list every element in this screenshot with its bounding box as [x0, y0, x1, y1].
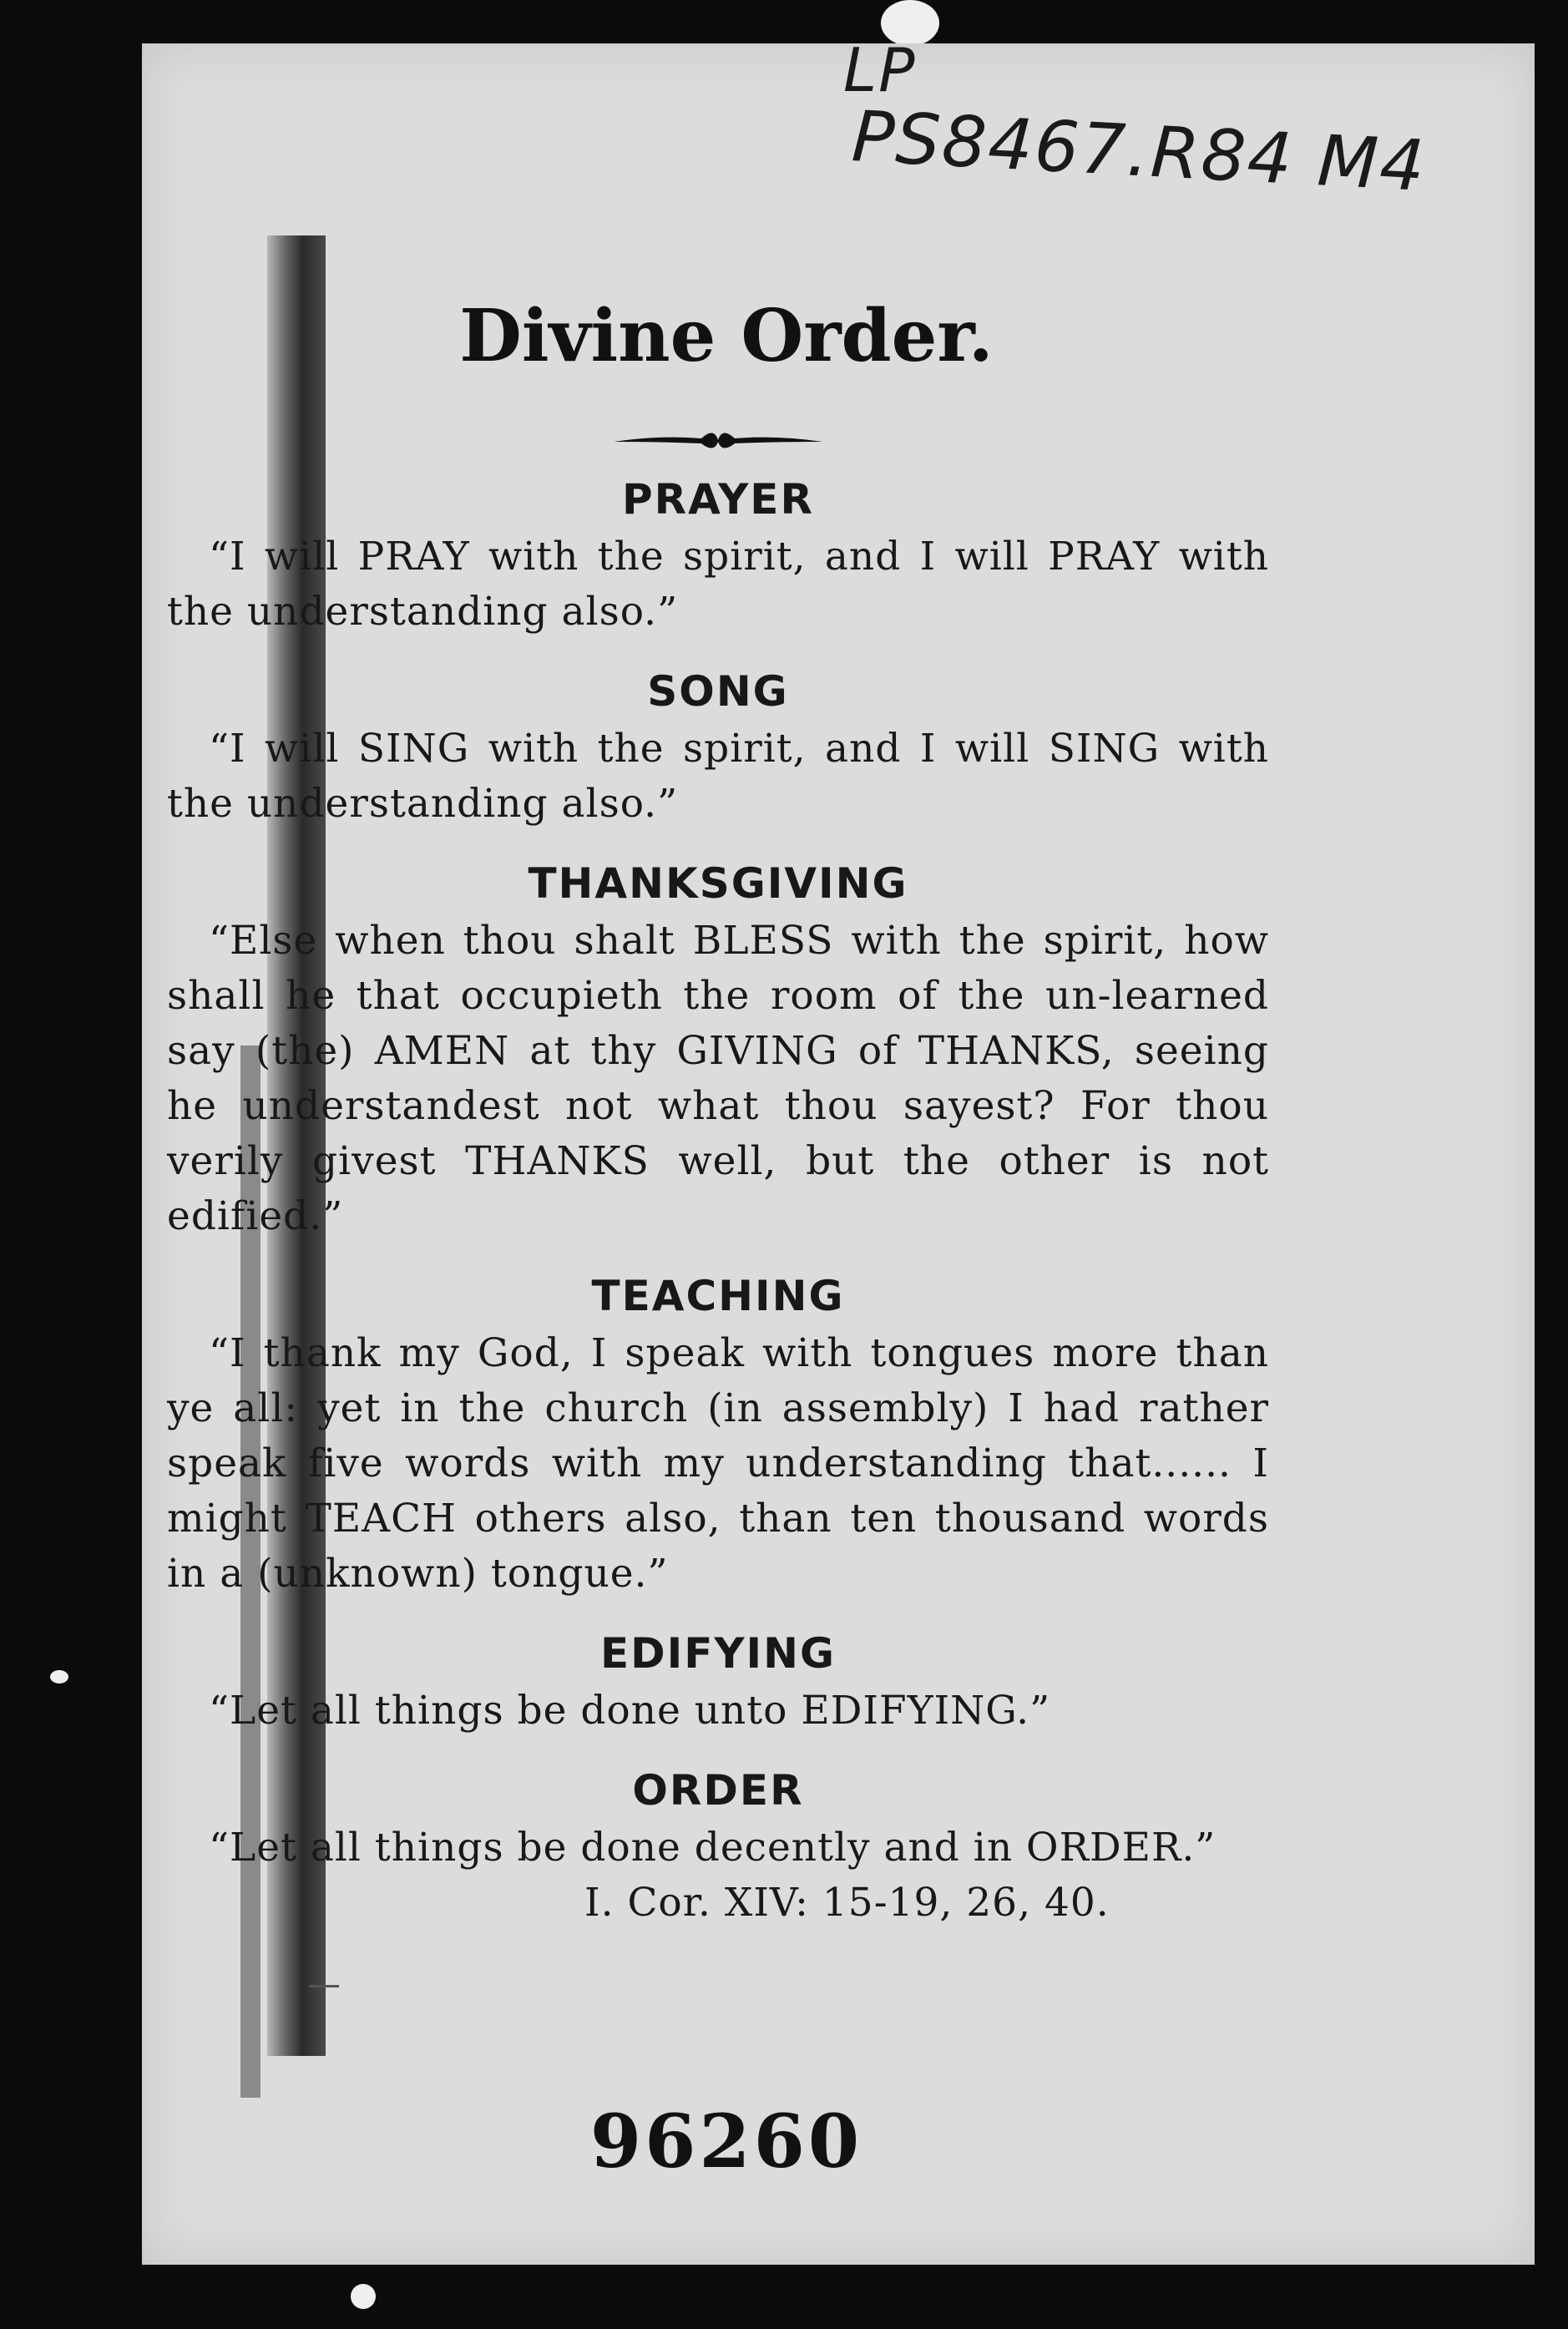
section-heading-prayer: PRAYER [622, 475, 814, 524]
sections-container [167, 469, 1269, 1931]
scan-artifact [351, 2284, 376, 2309]
stray-mark [309, 1985, 339, 1987]
section-heading-song: SONG [647, 667, 789, 716]
section-text-song: “I will SING with the spirit, and I will SING with the understanding also.” [167, 726, 1269, 827]
title-ornament-icon [609, 423, 827, 457]
section-text-edifying: “Let all things be done unto EDIFYING.” [209, 1688, 1051, 1734]
call-number-line1: LP [843, 43, 917, 105]
section-text-teaching: “I thank my God, I speak with tongues more than ye all: yet in the church (in assembly) I had rather speak five words with my understanding that...... I might TEACH others also, than ten thousand words in a (unknown) tongue.” [167, 1330, 1269, 1597]
call-number-line2: PS8467.R84 M4 [849, 95, 1429, 207]
section-text-thanksgiving: “Else when thou shalt BLESS with the spirit, how shall he that occupieth the room of the un-learned say (the) AMEN at thy GIVING of THANKS, seeing he understandest not what thou sayest? For thou verily givest THANKS well, but the other is not edified.” [167, 918, 1269, 1239]
section-heading-thanksgiving: THANKSGIVING [528, 859, 908, 908]
catalog-number: 96260 [589, 2098, 863, 2185]
section-heading-teaching: TEACHING [591, 1272, 845, 1320]
section-heading-order: ORDER [632, 1766, 804, 1815]
scan-artifact [881, 0, 939, 46]
section-text-prayer: “I will PRAY with the spirit, and I will PRAY with the understanding also.” [167, 534, 1269, 635]
section-heading-edifying: EDIFYING [599, 1629, 837, 1678]
section-text-order: “Let all things be done decently and in ORDER.” [209, 1825, 1216, 1871]
document-title: Divine Order. [459, 294, 994, 378]
document-page [142, 43, 1535, 2265]
scan-artifact [50, 1670, 68, 1683]
scripture-reference: I. Cor. XIV: 15-19, 26, 40. [584, 1880, 1110, 1926]
